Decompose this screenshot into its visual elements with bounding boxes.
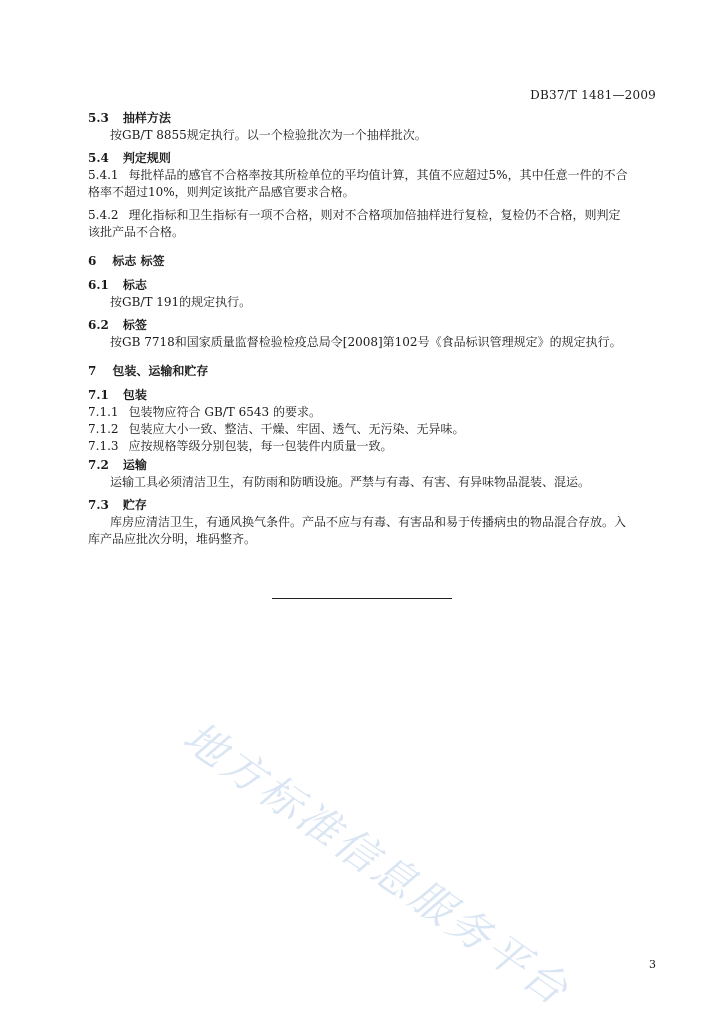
chapter-title: 包装、运输和贮存 — [112, 364, 209, 378]
section-number: 5.4 — [88, 151, 109, 165]
clause-text: 应按规格等级分别包装，每一包装件内质量一致。 — [128, 439, 393, 453]
section-7-2-heading — [88, 457, 658, 474]
section-6-2-body: 按GB 7718和国家质量监督检验检疫总局令[2008]第102号《食品标识管理规定》的规定执行。 — [110, 335, 622, 349]
clause-number: 7.1.3 — [88, 439, 119, 453]
clause-text: 包装应大小一致、整洁、干燥、牢固、透气、无污染、无异味。 — [128, 422, 465, 436]
watermark: 地方标准信息服务平台 — [174, 711, 580, 1016]
page-number: 3 — [649, 958, 656, 971]
section-7-1-1 — [88, 404, 658, 421]
chapter-number: 6 — [88, 254, 97, 268]
section-title: 运输 — [122, 458, 147, 472]
section-title: 标签 — [122, 318, 147, 332]
chapter-title: 标志 标签 — [112, 254, 165, 268]
section-title: 包装 — [122, 388, 147, 402]
section-7-1-3 — [88, 438, 658, 455]
section-6-1-body: 按GB/T 191的规定执行。 — [110, 295, 252, 309]
clause-number: 5.4.2 — [88, 208, 119, 222]
section-7-3-line1: 库房应清洁卫生，有通风换气条件。产品不应与有毒、有害品和易于传播病虫的物品混合存放。入 — [110, 515, 627, 529]
standard-number: DB37/T 1481—2009 — [530, 88, 656, 102]
chapter-number: 7 — [88, 364, 97, 378]
section-5-3-heading — [88, 110, 658, 127]
document-body — [88, 108, 658, 548]
section-5-4-heading — [88, 150, 658, 167]
section-6-2-heading — [88, 317, 658, 334]
section-number: 7.1 — [88, 388, 109, 402]
clause-text: 理化指标和卫生指标有一项不合格，则对不合格项加倍抽样进行复检，复检仍不合格，则判定 — [128, 208, 621, 222]
section-7-1-2 — [88, 421, 658, 438]
section-5-4-1-line2: 格率不超过10%，则判定该批产品感官要求合格。 — [88, 185, 355, 199]
section-title: 标志 — [122, 278, 147, 292]
clause-text: 每批样品的感官不合格率按其所检单位的平均值计算，其值不应超过5%，其中任意一件的不合 — [128, 168, 628, 182]
section-number: 5.3 — [88, 111, 109, 125]
section-title: 判定规则 — [122, 151, 171, 165]
clause-number: 7.1.2 — [88, 422, 119, 436]
section-number: 7.3 — [88, 498, 109, 512]
section-number: 7.2 — [88, 458, 109, 472]
section-5-4-1-line1 — [88, 167, 658, 184]
section-number: 6.2 — [88, 318, 109, 332]
clause-number: 5.4.1 — [88, 168, 119, 182]
section-7-3-heading — [88, 497, 658, 514]
clause-number: 7.1.1 — [88, 405, 119, 419]
chapter-6-heading — [88, 253, 658, 270]
section-5-4-2-line2: 该批产品不合格。 — [88, 225, 185, 239]
section-title: 抽样方法 — [122, 111, 171, 125]
chapter-7-heading — [88, 363, 658, 380]
clause-text: 包装物应符合 GB/T 6543 的要求。 — [128, 405, 321, 419]
section-number: 6.1 — [88, 278, 109, 292]
section-5-4-2-line1 — [88, 207, 658, 224]
section-7-1-heading — [88, 387, 658, 404]
section-6-1-heading — [88, 277, 658, 294]
section-7-3-line2: 库产品应批次分明，堆码整齐。 — [88, 532, 257, 546]
section-title: 贮存 — [122, 498, 147, 512]
section-5-3-body: 按GB/T 8855规定执行。以一个检验批次为一个抽样批次。 — [110, 128, 427, 142]
end-of-text-rule — [272, 598, 452, 599]
section-7-2-body: 运输工具必须清洁卫生，有防雨和防晒设施。严禁与有毒、有害、有异味物品混装、混运。 — [110, 475, 591, 489]
